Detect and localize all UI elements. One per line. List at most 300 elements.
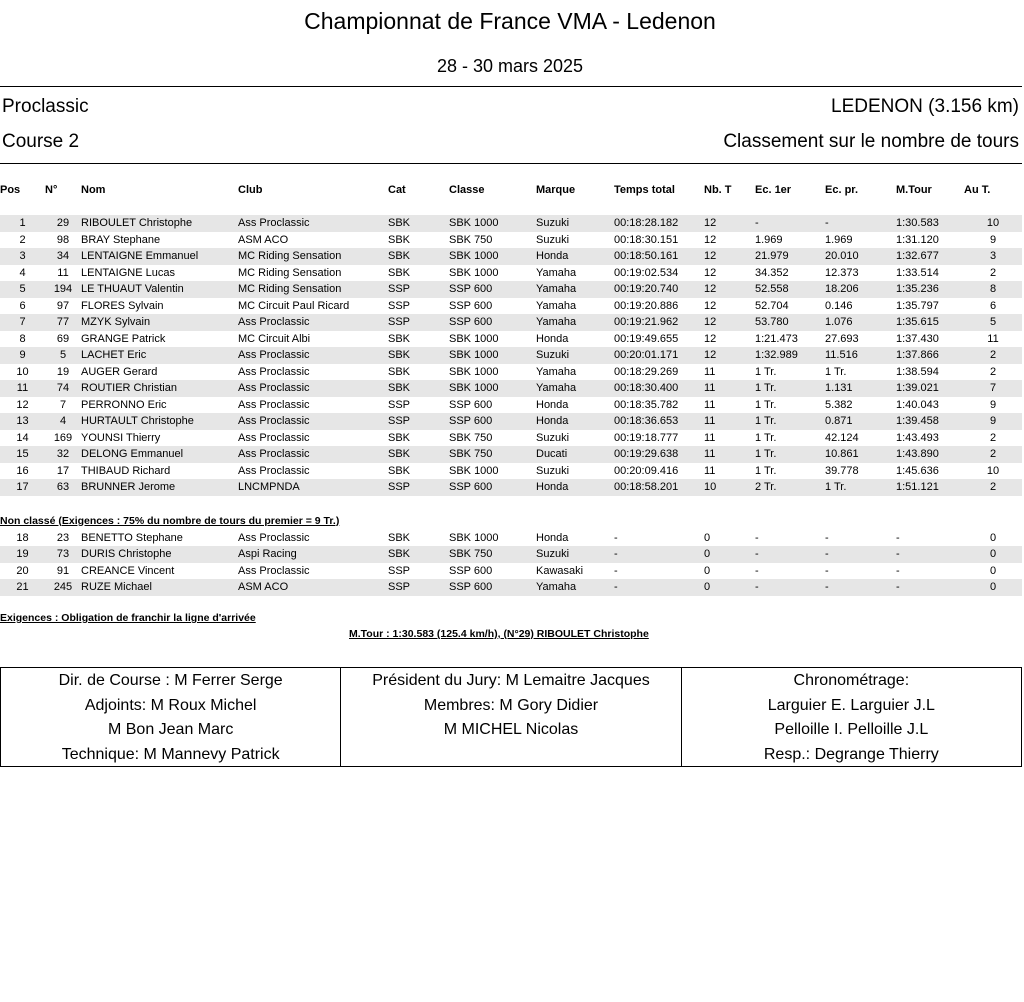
cell-temps: 00:18:29.269 — [614, 365, 679, 378]
cell-club: Ass Proclassic — [238, 446, 388, 463]
race-direction-cell — [1, 668, 341, 767]
cell-classe: SBK 1000 — [449, 332, 499, 345]
cell-marque: Honda — [536, 332, 569, 345]
cell-ec1: 1.969 — [755, 233, 783, 246]
cell-ec1: 1 Tr. — [755, 431, 777, 444]
cell-ecpr: 1 Tr. — [825, 365, 847, 378]
cell-num: 7 — [59, 398, 67, 411]
cell-cat: SSP — [388, 314, 449, 331]
cell-ecpr: 20.010 — [825, 248, 896, 265]
cell-nom: DURIS Christophe — [81, 546, 238, 563]
cell-aut: 8 — [964, 281, 1022, 298]
cell-nom: DELONG Emmanuel — [81, 446, 238, 463]
official-line: Resp.: Degrange Thierry — [763, 745, 939, 763]
officials-table — [0, 667, 1022, 767]
cell-pos: 7 — [0, 314, 45, 331]
cell-num: 11 — [57, 266, 69, 279]
cell-pos: 18 — [16, 531, 29, 544]
cell-cat: SBK — [388, 546, 449, 563]
cell-nom: RIBOULET Christophe — [81, 215, 238, 232]
cell-temps: 00:19:21.962 — [614, 314, 704, 331]
column-header: Ec. 1er — [755, 183, 792, 196]
cell-mtour: 1:35.236 — [896, 281, 964, 298]
cell-num: 4 — [45, 413, 81, 430]
cell-aut: 2 — [989, 365, 997, 378]
cell-club: ASM ACO — [238, 233, 289, 246]
cell-ec1: - — [755, 579, 825, 596]
jury-cell — [341, 668, 681, 767]
cell-mtour: 1:38.594 — [896, 365, 939, 378]
cell-temps: 00:18:58.201 — [614, 479, 704, 496]
cell-mtour: 1:39.458 — [896, 413, 964, 430]
cell-nom: MZYK Sylvain — [81, 314, 238, 331]
cell-club: MC Riding Sensation — [238, 266, 342, 279]
race-label: Course 2 — [2, 131, 80, 152]
column-header: N° — [45, 183, 58, 196]
table-row — [0, 281, 1022, 298]
cell-cat: SBK — [388, 464, 411, 477]
cell-num: 29 — [45, 215, 81, 232]
cell-marque: Honda — [536, 413, 614, 430]
event-title: Championnat de France VMA - Ledenon — [304, 8, 716, 34]
cell-mtour: 1:30.583 — [896, 215, 964, 232]
cell-marque: Suzuki — [536, 546, 614, 563]
cell-marque: Yamaha — [536, 299, 577, 312]
cell-temps: - — [614, 531, 618, 544]
cell-ec1: 21.979 — [755, 248, 825, 265]
official-line: Membres: M Gory Didier — [423, 696, 599, 714]
cell-pos: 14 — [16, 431, 29, 444]
cell-aut: 2 — [989, 431, 997, 444]
cell-aut: 10 — [964, 215, 1022, 232]
cell-classe: SBK 1000 — [449, 266, 499, 279]
table-row — [0, 298, 1022, 315]
cell-classe: SBK 750 — [449, 446, 536, 463]
cell-marque: Suzuki — [536, 215, 614, 232]
cell-pos: 13 — [0, 413, 45, 430]
cell-pos: 9 — [0, 347, 45, 364]
cell-ec1: 53.780 — [755, 314, 825, 331]
cell-marque: Yamaha — [536, 266, 577, 279]
cell-classe: SBK 1000 — [449, 215, 536, 232]
cell-classe: SBK 750 — [449, 431, 493, 444]
cell-club: Ass Proclassic — [238, 314, 388, 331]
cell-mtour: - — [896, 579, 964, 596]
cell-temps: 00:19:18.777 — [614, 431, 679, 444]
cell-cat: SBK — [388, 347, 449, 364]
column-header: Cat — [388, 183, 406, 196]
spacer-row — [0, 199, 1022, 215]
cell-club: Ass Proclassic — [238, 413, 388, 430]
cell-classe: SBK 1000 — [449, 347, 536, 364]
cell-marque: Yamaha — [536, 281, 614, 298]
cell-num: 98 — [56, 233, 70, 246]
cell-pos: 21 — [0, 579, 45, 596]
cell-pos: 17 — [0, 479, 45, 496]
cell-pos: 12 — [16, 398, 29, 411]
cell-pos: 3 — [0, 248, 45, 265]
cell-aut: 9 — [964, 413, 1022, 430]
cell-pos: 11 — [0, 380, 45, 397]
cell-club: MC Circuit Paul Ricard — [238, 299, 350, 312]
cell-cat: SSP — [388, 413, 449, 430]
cell-aut: 2 — [964, 479, 1022, 496]
cell-aut: 5 — [964, 314, 1022, 331]
cell-num: 17 — [56, 464, 70, 477]
table-row — [0, 397, 1022, 414]
table-row — [0, 232, 1022, 249]
cell-ec1: 1 Tr. — [755, 365, 777, 378]
cell-mtour: 1:35.797 — [896, 299, 939, 312]
cell-nom: LACHET Eric — [81, 347, 238, 364]
cell-classe: SSP 600 — [449, 413, 536, 430]
cell-club: Ass Proclassic — [238, 531, 310, 544]
cell-cat: SSP — [388, 564, 411, 577]
cell-club: ASM ACO — [238, 579, 388, 596]
cell-cat: SBK — [388, 266, 411, 279]
table-row — [0, 364, 1022, 381]
column-header: Nom — [81, 183, 106, 196]
cell-ecpr: 27.693 — [825, 332, 859, 345]
cell-ecpr: - — [825, 215, 896, 232]
cell-cat: SSP — [388, 398, 411, 411]
cell-nbt: 0 — [704, 579, 755, 596]
cell-temps: 00:19:20.740 — [614, 281, 704, 298]
cell-temps: 00:20:01.171 — [614, 347, 704, 364]
cell-temps: 00:18:30.400 — [614, 380, 704, 397]
cell-pos: 10 — [16, 365, 29, 378]
cell-pos: 1 — [0, 215, 45, 232]
official-line: Adjoints: M Roux Michel — [84, 696, 257, 714]
cell-ecpr: - — [825, 564, 829, 577]
cell-classe: SBK 1000 — [449, 531, 499, 544]
cell-temps: 00:18:35.782 — [614, 398, 679, 411]
cell-nbt: 0 — [704, 531, 711, 544]
circuit-label: LEDENON (3.156 km) — [831, 96, 1019, 117]
cell-nbt: 12 — [704, 215, 755, 232]
cell-num: 97 — [56, 299, 70, 312]
cell-ec1: 1:32.989 — [755, 347, 825, 364]
cell-aut: 7 — [964, 380, 1022, 397]
cell-classe: SSP 600 — [449, 479, 536, 496]
cell-temps: 00:20:09.416 — [614, 464, 679, 477]
cell-nom: CREANCE Vincent — [81, 564, 175, 577]
cell-num: 34 — [45, 248, 81, 265]
column-header: Au T. — [964, 183, 991, 196]
cell-mtour: 1:39.021 — [896, 380, 964, 397]
table-row — [0, 563, 1022, 580]
table-header-row — [0, 180, 1022, 199]
cell-num: 245 — [45, 579, 81, 596]
cell-num: 19 — [56, 365, 70, 378]
cell-club: Ass Proclassic — [238, 564, 310, 577]
divider — [0, 163, 1022, 164]
cell-classe: SSP 600 — [449, 299, 493, 312]
cell-aut: 0 — [964, 579, 1022, 596]
official-line: Technique: M Mannevy Patrick — [61, 745, 280, 763]
cell-nbt: 11 — [704, 398, 716, 411]
cell-pos: 15 — [0, 446, 45, 463]
cell-nbt: 12 — [704, 248, 755, 265]
cell-nbt: 10 — [704, 479, 755, 496]
cell-ecpr: 0.871 — [825, 413, 896, 430]
cell-club: LNCMPNDA — [238, 479, 388, 496]
official-line: Pelloille I. Pelloille J.L — [774, 721, 929, 738]
cell-ec1: - — [755, 215, 825, 232]
cell-temps: 00:19:02.534 — [614, 266, 679, 279]
cell-classe: SSP 600 — [449, 564, 493, 577]
cell-cat: SBK — [388, 380, 449, 397]
column-header: Pos — [0, 183, 21, 196]
cell-ecpr: 18.206 — [825, 281, 896, 298]
cell-club: Ass Proclassic — [238, 464, 310, 477]
table-row — [0, 546, 1022, 563]
cell-mtour: 1:51.121 — [896, 479, 964, 496]
cell-aut: 9 — [989, 233, 997, 246]
results-table — [0, 180, 1022, 596]
cell-nbt: 11 — [704, 431, 716, 444]
cell-ecpr: 10.861 — [825, 446, 896, 463]
best-lap-note: M.Tour : 1:30.583 (125.4 km/h), (N°29) RIBOULET Christophe — [349, 628, 649, 640]
cell-num: 73 — [45, 546, 81, 563]
cell-ec1: - — [755, 546, 825, 563]
cell-num: 63 — [45, 479, 81, 496]
cell-classe: SSP 600 — [449, 314, 536, 331]
table-row — [0, 215, 1022, 232]
cell-temps: 00:19:29.638 — [614, 446, 704, 463]
table-row — [0, 314, 1022, 331]
cell-num: 169 — [53, 431, 73, 444]
cell-club: Ass Proclassic — [238, 398, 310, 411]
cell-classe: SBK 750 — [449, 233, 493, 246]
column-header: Marque — [536, 183, 576, 196]
cell-club: MC Circuit Albi — [238, 332, 311, 345]
cell-club: MC Riding Sensation — [238, 281, 388, 298]
column-header: Temps total — [614, 183, 675, 196]
cell-nom: BENETTO Stephane — [81, 531, 183, 544]
cell-num: 32 — [45, 446, 81, 463]
cell-cat: SBK — [388, 531, 411, 544]
cell-nom: LE THUAUT Valentin — [81, 281, 238, 298]
cell-aut: 10 — [986, 464, 1000, 477]
cell-marque: Yamaha — [536, 380, 614, 397]
cell-nom: THIBAUD Richard — [81, 464, 171, 477]
column-header: Ec. pr. — [825, 183, 859, 196]
cell-num: 69 — [56, 332, 70, 345]
cell-ecpr: 1.969 — [825, 233, 853, 246]
official-line: Larguier E. Larguier J.L — [767, 696, 935, 714]
cell-nbt: 12 — [704, 266, 717, 279]
cell-marque: Suzuki — [536, 347, 614, 364]
cell-mtour: 1:37.430 — [896, 332, 939, 345]
cell-cat: SBK — [388, 446, 449, 463]
cell-nom: ROUTIER Christian — [81, 380, 238, 397]
cell-classe: SBK 750 — [449, 546, 536, 563]
cell-club: Ass Proclassic — [238, 365, 310, 378]
table-row — [0, 248, 1022, 265]
cell-cat: SSP — [388, 299, 411, 312]
cell-mtour: 1:33.514 — [896, 266, 939, 279]
cell-nbt: 11 — [704, 365, 716, 378]
cell-nom: PERRONNO Eric — [81, 398, 167, 411]
cell-cat: SBK — [388, 248, 449, 265]
cell-nbt: 11 — [704, 446, 755, 463]
cell-pos: 19 — [0, 546, 45, 563]
cell-mtour: 1:31.120 — [896, 233, 939, 246]
column-header: Classe — [449, 183, 485, 196]
exigences-note: Exigences : Obligation de franchir la ligne d'arrivée — [0, 612, 256, 624]
official-line: Président du Jury: M Lemaitre Jacques — [372, 672, 650, 689]
cell-marque: Kawasaki — [536, 564, 584, 577]
cell-marque: Yamaha — [536, 314, 614, 331]
official-line: M MICHEL Nicolas — [443, 721, 579, 738]
cell-marque: Suzuki — [536, 464, 570, 477]
cell-mtour: - — [896, 531, 900, 544]
cell-ecpr: 42.124 — [825, 431, 859, 444]
cell-ec1: 34.352 — [755, 266, 789, 279]
table-row — [0, 331, 1022, 348]
cell-mtour: 1:43.890 — [896, 446, 964, 463]
cell-cat: SBK — [388, 431, 411, 444]
cell-pos: 20 — [16, 564, 29, 577]
table-row — [0, 430, 1022, 447]
cell-temps: 00:18:50.161 — [614, 248, 704, 265]
cell-nbt: 12 — [704, 299, 717, 312]
cell-mtour: - — [896, 564, 900, 577]
cell-nbt: 12 — [704, 281, 755, 298]
cell-aut: 0 — [989, 531, 997, 544]
cell-temps: 00:18:36.653 — [614, 413, 704, 430]
cell-ecpr: 0.146 — [825, 299, 853, 312]
cell-marque: Honda — [536, 479, 614, 496]
cell-cat: SBK — [388, 233, 411, 246]
cell-cat: SBK — [388, 332, 411, 345]
cell-temps: - — [614, 546, 704, 563]
cell-temps: - — [614, 564, 618, 577]
cell-nbt: 0 — [704, 546, 755, 563]
cell-marque: Suzuki — [536, 233, 570, 246]
cell-nom: BRUNNER Jerome — [81, 479, 238, 496]
cell-mtour: 1:32.677 — [896, 248, 964, 265]
official-line: Dir. de Course : M Ferrer Serge — [58, 672, 283, 689]
cell-nbt: 12 — [704, 314, 755, 331]
cell-temps: 00:18:30.151 — [614, 233, 679, 246]
cell-nom: BRAY Stephane — [81, 233, 161, 246]
table-row — [0, 463, 1022, 480]
cell-ecpr: 11.516 — [825, 347, 896, 364]
column-header: Nb. T — [704, 183, 732, 196]
cell-classe: SBK 1000 — [449, 365, 499, 378]
cell-nom: HURTAULT Christophe — [81, 413, 238, 430]
cell-cat: SSP — [388, 281, 449, 298]
cell-aut: 2 — [989, 266, 997, 279]
cell-marque: Honda — [536, 248, 614, 265]
cell-nom: FLORES Sylvain — [81, 299, 164, 312]
official-line: M Bon Jean Marc — [107, 721, 234, 738]
cell-temps: 00:18:28.182 — [614, 215, 704, 232]
cell-ecpr: 1.076 — [825, 314, 896, 331]
cell-cat: SBK — [388, 215, 449, 232]
cell-cat: SSP — [388, 479, 449, 496]
cell-marque: Suzuki — [536, 431, 570, 444]
cell-aut: 11 — [987, 332, 999, 345]
cell-nbt: 12 — [704, 347, 755, 364]
cell-pos: 8 — [19, 332, 26, 345]
cell-classe: SBK 1000 — [449, 380, 536, 397]
cell-aut: 2 — [964, 347, 1022, 364]
cell-nom: LENTAIGNE Lucas — [81, 266, 175, 279]
cell-club: Ass Proclassic — [238, 347, 388, 364]
cell-ec1: - — [755, 564, 759, 577]
spacer-row — [0, 496, 1022, 512]
cell-nbt: 11 — [704, 464, 716, 477]
cell-club: Ass Proclassic — [238, 431, 310, 444]
non-classe-heading: Non classé (Exigences : 75% du nombre de tours du premier = 9 Tr.) — [0, 514, 340, 527]
event-dates: 28 - 30 mars 2025 — [436, 56, 584, 76]
cell-ecpr: 1 Tr. — [825, 479, 896, 496]
cell-nom: RUZE Michael — [81, 579, 238, 596]
cell-classe: SBK 1000 — [449, 464, 499, 477]
cell-marque: Ducati — [536, 446, 614, 463]
table-row — [0, 380, 1022, 397]
cell-num: 5 — [45, 347, 81, 364]
cell-ec1: 2 Tr. — [755, 479, 825, 496]
cell-ec1: 52.558 — [755, 281, 825, 298]
cell-mtour: 1:37.866 — [896, 347, 964, 364]
cell-nom: AUGER Gerard — [81, 365, 158, 378]
table-row — [0, 413, 1022, 430]
official-line: Chronométrage: — [793, 672, 910, 689]
cell-nbt: 12 — [704, 233, 717, 246]
table-row — [0, 446, 1022, 463]
cell-nbt: 12 — [704, 332, 717, 345]
cell-mtour: - — [896, 546, 964, 563]
cell-pos: 2 — [19, 233, 26, 246]
table-row — [0, 530, 1022, 547]
cell-ec1: 1 Tr. — [755, 398, 777, 411]
cell-ecpr: 5.382 — [825, 398, 853, 411]
cell-aut: 0 — [964, 546, 1022, 563]
cell-nbt: 11 — [704, 413, 755, 430]
table-row — [0, 479, 1022, 496]
column-header: M.Tour — [896, 183, 932, 196]
category-label: Proclassic — [2, 96, 89, 117]
cell-num: 77 — [45, 314, 81, 331]
cell-ec1: 52.704 — [755, 299, 789, 312]
cell-nom: YOUNSI Thierry — [81, 431, 161, 444]
cell-mtour: 1:45.636 — [896, 464, 939, 477]
cell-nbt: 11 — [704, 380, 755, 397]
cell-pos: 6 — [19, 299, 26, 312]
cell-aut: 2 — [964, 446, 1022, 463]
cell-ec1: 1:21.473 — [755, 332, 798, 345]
cell-num: 91 — [56, 564, 70, 577]
cell-club: Aspi Racing — [238, 546, 388, 563]
cell-aut: 0 — [989, 564, 997, 577]
cell-classe: SSP 600 — [449, 579, 536, 596]
cell-ecpr: 1.131 — [825, 380, 896, 397]
cell-ec1: 1 Tr. — [755, 413, 825, 430]
cell-marque: Honda — [536, 398, 569, 411]
column-header: Club — [238, 183, 263, 196]
cell-aut: 9 — [989, 398, 997, 411]
cell-mtour: 1:35.615 — [896, 314, 964, 331]
cell-pos: 4 — [19, 266, 26, 279]
cell-num: 23 — [56, 531, 70, 544]
cell-ecpr: 39.778 — [825, 464, 859, 477]
cell-nom: LENTAIGNE Emmanuel — [81, 248, 238, 265]
non-classe-heading-row — [0, 512, 1022, 530]
